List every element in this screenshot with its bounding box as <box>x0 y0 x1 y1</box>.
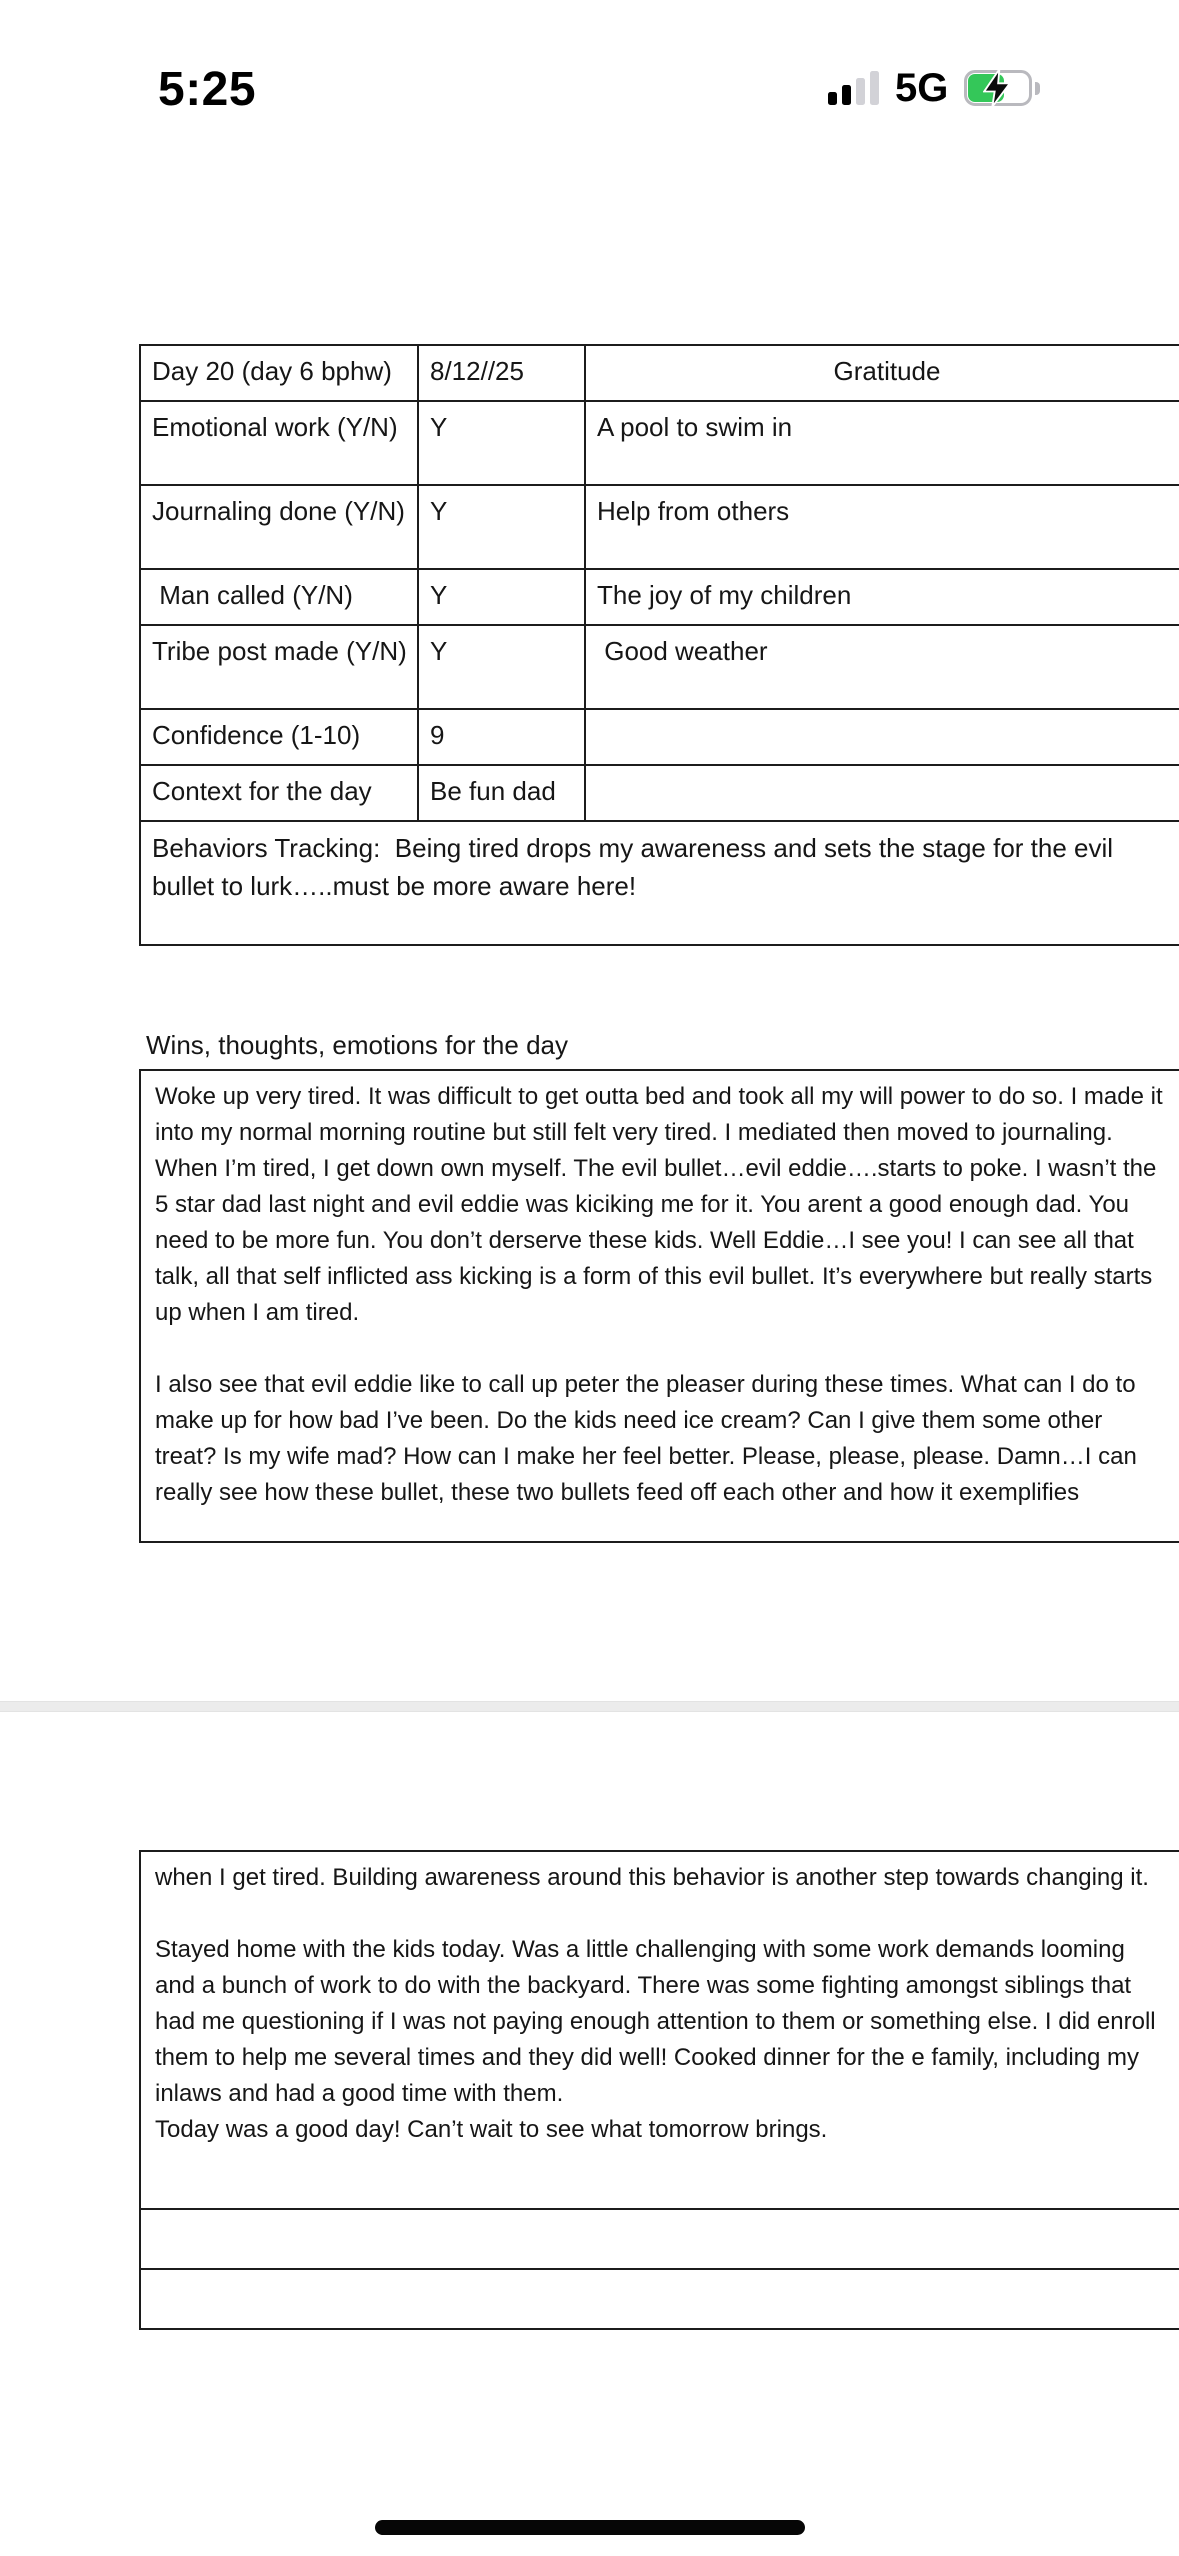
row-label-cell[interactable]: Man called (Y/N) <box>140 569 418 625</box>
page-break-divider <box>0 1701 1179 1712</box>
table-header-row <box>140 345 1179 401</box>
gratitude-header-cell[interactable]: Gratitude <box>585 345 1179 401</box>
row-value-cell[interactable]: Be fun dad <box>418 765 585 821</box>
row-value-cell[interactable]: Y <box>418 401 585 485</box>
row-gratitude-cell[interactable]: The joy of my children <box>585 569 1179 625</box>
continuation-notes-box[interactable] <box>139 1850 1179 2330</box>
lightning-bolt-icon <box>983 68 1011 108</box>
row-value-cell[interactable]: 9 <box>418 709 585 765</box>
network-type-label: 5G <box>895 66 949 110</box>
row-label-cell[interactable]: Confidence (1-10) <box>140 709 418 765</box>
table-row <box>140 569 1179 625</box>
blank-line <box>155 1896 1169 1932</box>
notes-paragraph[interactable]: Stayed home with the kids today. Was a little challenging with some work demands looming and a bunch of work to do with the backyard. There was some fighting amongst siblings that had me questioning if I was not paying enough attention to them or something else. I did enroll them to help me several times and they did well! Cooked dinner for the e family, including my inlaws and had a good time with them. <box>155 1936 1156 2107</box>
empty-table-row[interactable] <box>141 2270 1179 2328</box>
blank-line <box>155 1331 1169 1367</box>
behaviors-tracking-cell[interactable]: Behaviors Tracking: Being tired drops my awareness and sets the stage for the evil bullet to lurk…..must be more aware here! <box>140 821 1179 945</box>
date-header-cell[interactable]: 8/12//25 <box>418 345 585 401</box>
table-row <box>140 765 1179 821</box>
row-gratitude-cell[interactable]: Help from others <box>585 485 1179 569</box>
status-time: 5:25 <box>158 63 257 116</box>
row-gratitude-cell[interactable] <box>585 709 1179 765</box>
day-header-cell[interactable]: Day 20 (day 6 bphw) <box>140 345 418 401</box>
row-label-cell[interactable]: Context for the day <box>140 765 418 821</box>
cellular-signal-icon <box>828 71 879 105</box>
row-value-cell[interactable]: Y <box>418 485 585 569</box>
notes-paragraph[interactable]: Today was a good day! Can’t wait to see what tomorrow brings. <box>155 2116 828 2143</box>
notes-paragraph[interactable]: Woke up very tired. It was difficult to get outta bed and took all my will power to do so. I made it into my normal morning routine but still felt very tired. I mediated then moved to journaling. When I’m tired, I get down own myself. The evil bullet…evil eddie….starts to poke. I wasn’t the 5 star dad last night and evil eddie was kiciking me for it. You arent a good enough dad. You need to be more fun. You don’t derserve these kids. Well Eddie…I see you! I can see all that talk, all that self inflicted ass kicking is a form of this evil bullet. It’s everywhere but really starts up when I am tired. <box>155 1083 1163 1326</box>
row-label-cell[interactable]: Emotional work (Y/N) <box>140 401 418 485</box>
row-value-cell[interactable]: Y <box>418 569 585 625</box>
table-row <box>140 485 1179 569</box>
behaviors-tracking-row <box>140 821 1179 945</box>
status-icons <box>828 66 1042 110</box>
table-row <box>140 709 1179 765</box>
table-row <box>140 625 1179 709</box>
wins-notes-box[interactable] <box>139 1069 1179 1543</box>
row-gratitude-cell[interactable]: Good weather <box>585 625 1179 709</box>
continuation-text-cell[interactable] <box>141 1852 1179 2210</box>
row-gratitude-cell[interactable] <box>585 765 1179 821</box>
wins-section-heading: Wins, thoughts, emotions for the day <box>146 1030 568 1060</box>
row-value-cell[interactable]: Y <box>418 625 585 709</box>
home-indicator[interactable] <box>375 2520 805 2535</box>
battery-charging-icon <box>964 69 1042 107</box>
notes-paragraph[interactable]: when I get tired. Building awareness around this behavior is another step towards changing it. <box>155 1864 1149 1891</box>
row-label-cell[interactable]: Tribe post made (Y/N) <box>140 625 418 709</box>
row-gratitude-cell[interactable]: A pool to swim in <box>585 401 1179 485</box>
notes-paragraph[interactable]: I also see that evil eddie like to call up peter the pleaser during these times. What can I do to make up for how bad I’ve been. Do the kids need ice cream? Can I give them some other treat? Is my wife mad? How can I make her feel better. Please, please, please. Damn…I can really see how these bullet, these two bullets feed off each other and how it exemplifies <box>155 1371 1137 1506</box>
empty-table-row[interactable] <box>141 2210 1179 2270</box>
row-label-cell[interactable]: Journaling done (Y/N) <box>140 485 418 569</box>
daily-tracker-table <box>139 344 1179 946</box>
table-row <box>140 401 1179 485</box>
